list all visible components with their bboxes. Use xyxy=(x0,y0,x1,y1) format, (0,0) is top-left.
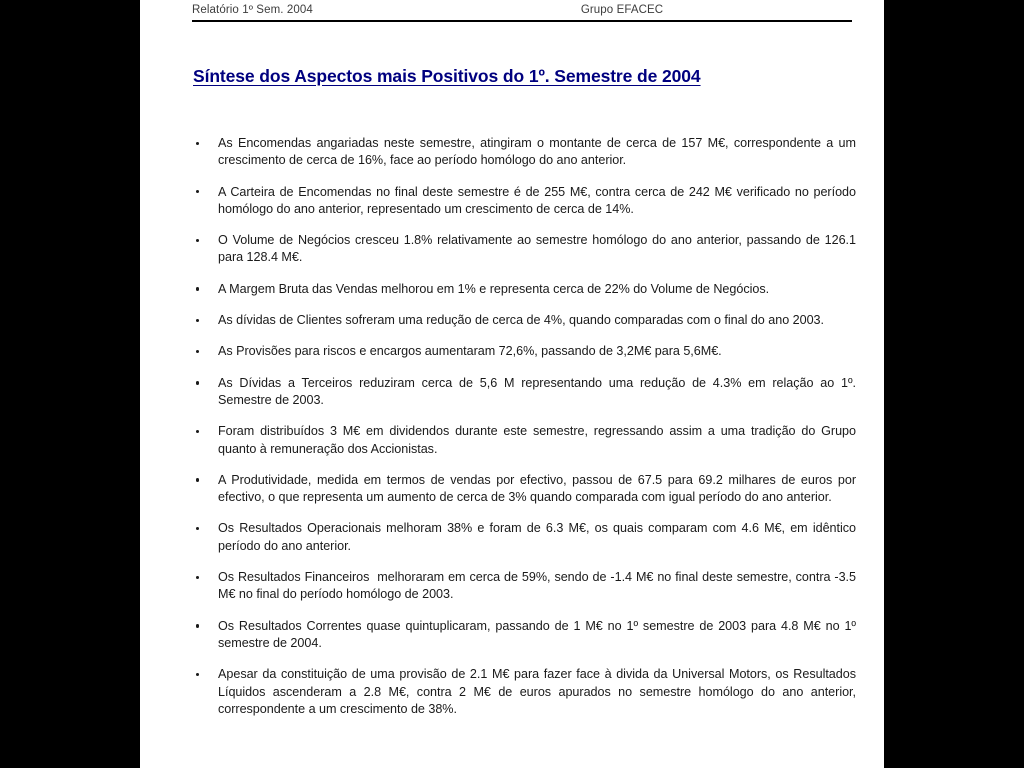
page-content xyxy=(140,0,884,768)
list-item-text: A Carteira de Encomendas no final deste semestre é de 255 M€, contra cerca de 242 M€ verificado no período homólogo do ano anterior, representado um crescimento de cerca de 14%. xyxy=(218,184,860,216)
list-item-text: Apesar da constituição de uma provisão de 2.1 M€ para fazer face à divida da Universal Motors, os Resultados Líquidos ascenderam a 2.8 M€, contra 2 M€ de euros apurados no semestre homólogo do ano anterior, correspondente a um crescimento de 38%. xyxy=(218,667,860,716)
list-item xyxy=(188,666,860,718)
bullet-dot-icon xyxy=(196,478,199,481)
list-item xyxy=(188,423,860,458)
list-item xyxy=(188,312,856,329)
list-item xyxy=(188,343,856,360)
bullet-dot-icon xyxy=(196,624,199,627)
bullet-dot-icon xyxy=(196,430,199,433)
list-item xyxy=(188,232,860,267)
bullet-dot-icon xyxy=(196,381,199,384)
list-item xyxy=(188,472,860,507)
list-item xyxy=(188,135,860,170)
bullet-dot-icon xyxy=(196,319,199,322)
bullet-dot-icon xyxy=(196,673,199,676)
running-header xyxy=(192,4,852,24)
header-divider-rule xyxy=(192,20,852,22)
list-item-text: A Margem Bruta das Vendas melhorou em 1% e representa cerca de 22% do Volume de Negócios. xyxy=(218,281,770,296)
list-item xyxy=(188,375,860,410)
bullet-dot-icon xyxy=(196,287,199,290)
bullet-dot-icon xyxy=(196,576,199,579)
list-item-text: As dívidas de Clientes sofreram uma redução de cerca de 4%, quando comparadas com o final do ano 2003. xyxy=(218,313,824,328)
header-report-label: Relatório 1º Sem. 2004 xyxy=(192,4,313,16)
header-group-label: Grupo EFACEC xyxy=(580,4,664,16)
bullet-dot-icon xyxy=(196,142,199,145)
list-item xyxy=(188,618,860,653)
list-item-text: Os Resultados Correntes quase quintuplicaram, passando de 1 M€ no 1º semestre de 2003 para 4.8 M€ no 1º semestre de 2004. xyxy=(218,618,860,650)
list-item xyxy=(188,569,860,604)
list-item-text: Os Resultados Operacionais melhoram 38% e foram de 6.3 M€, os quais comparam com 4.6 M€, em idêntico período do ano anterior. xyxy=(218,521,860,553)
bullet-dot-icon xyxy=(196,239,199,242)
list-item-text: Os Resultados Financeiros melhoraram em cerca de 59%, sendo de -1.4 M€ no final deste semestre, contra -3.5 M€ no final do período homólogo de 2003. xyxy=(218,570,860,602)
bullet-dot-icon xyxy=(196,527,199,530)
list-item-text: As Encomendas angariadas neste semestre, atingiram o montante de cerca de 157 M€, correspondente a um crescimento de cerca de 16%, face ao período homólogo do ano anterior. xyxy=(218,136,860,168)
list-item-text: O Volume de Negócios cresceu 1.8% relativamente ao semestre homólogo do ano anterior, passando de 126.1 para 128.4 M€. xyxy=(218,233,860,265)
list-item-text: A Produtividade, medida em termos de vendas por efectivo, passou de 67.5 para 69.2 milhares de euros por efectivo, o que representa um aumento de cerca de 3% quando comparada com igual período do ano anterior. xyxy=(218,472,860,505)
page-title: Síntese dos Aspectos mais Positivos do 1º. Semestre de 2004 xyxy=(193,66,701,86)
list-item-text: As Dívidas a Terceiros reduziram cerca de 5,6 M representando uma redução de 4.3% em relação ao 1º. Semestre de 2003. xyxy=(218,375,860,407)
list-item-text: Foram distribuídos 3 M€ em dividendos durante este semestre, regressando assim a uma tradição do Grupo quanto à remuneração dos Accionistas. xyxy=(218,424,860,456)
bullet-dot-icon xyxy=(196,190,199,193)
header-text-row xyxy=(192,4,852,19)
list-item xyxy=(188,520,860,555)
list-item xyxy=(188,184,860,219)
highlights-bullet-list xyxy=(188,135,860,718)
list-item-text: As Provisões para riscos e encargos aumentaram 72,6%, passando de 3,2M€ para 5,6M€. xyxy=(218,344,722,359)
document-page xyxy=(140,0,884,768)
list-item xyxy=(188,281,856,298)
bullet-dot-icon xyxy=(196,350,199,353)
